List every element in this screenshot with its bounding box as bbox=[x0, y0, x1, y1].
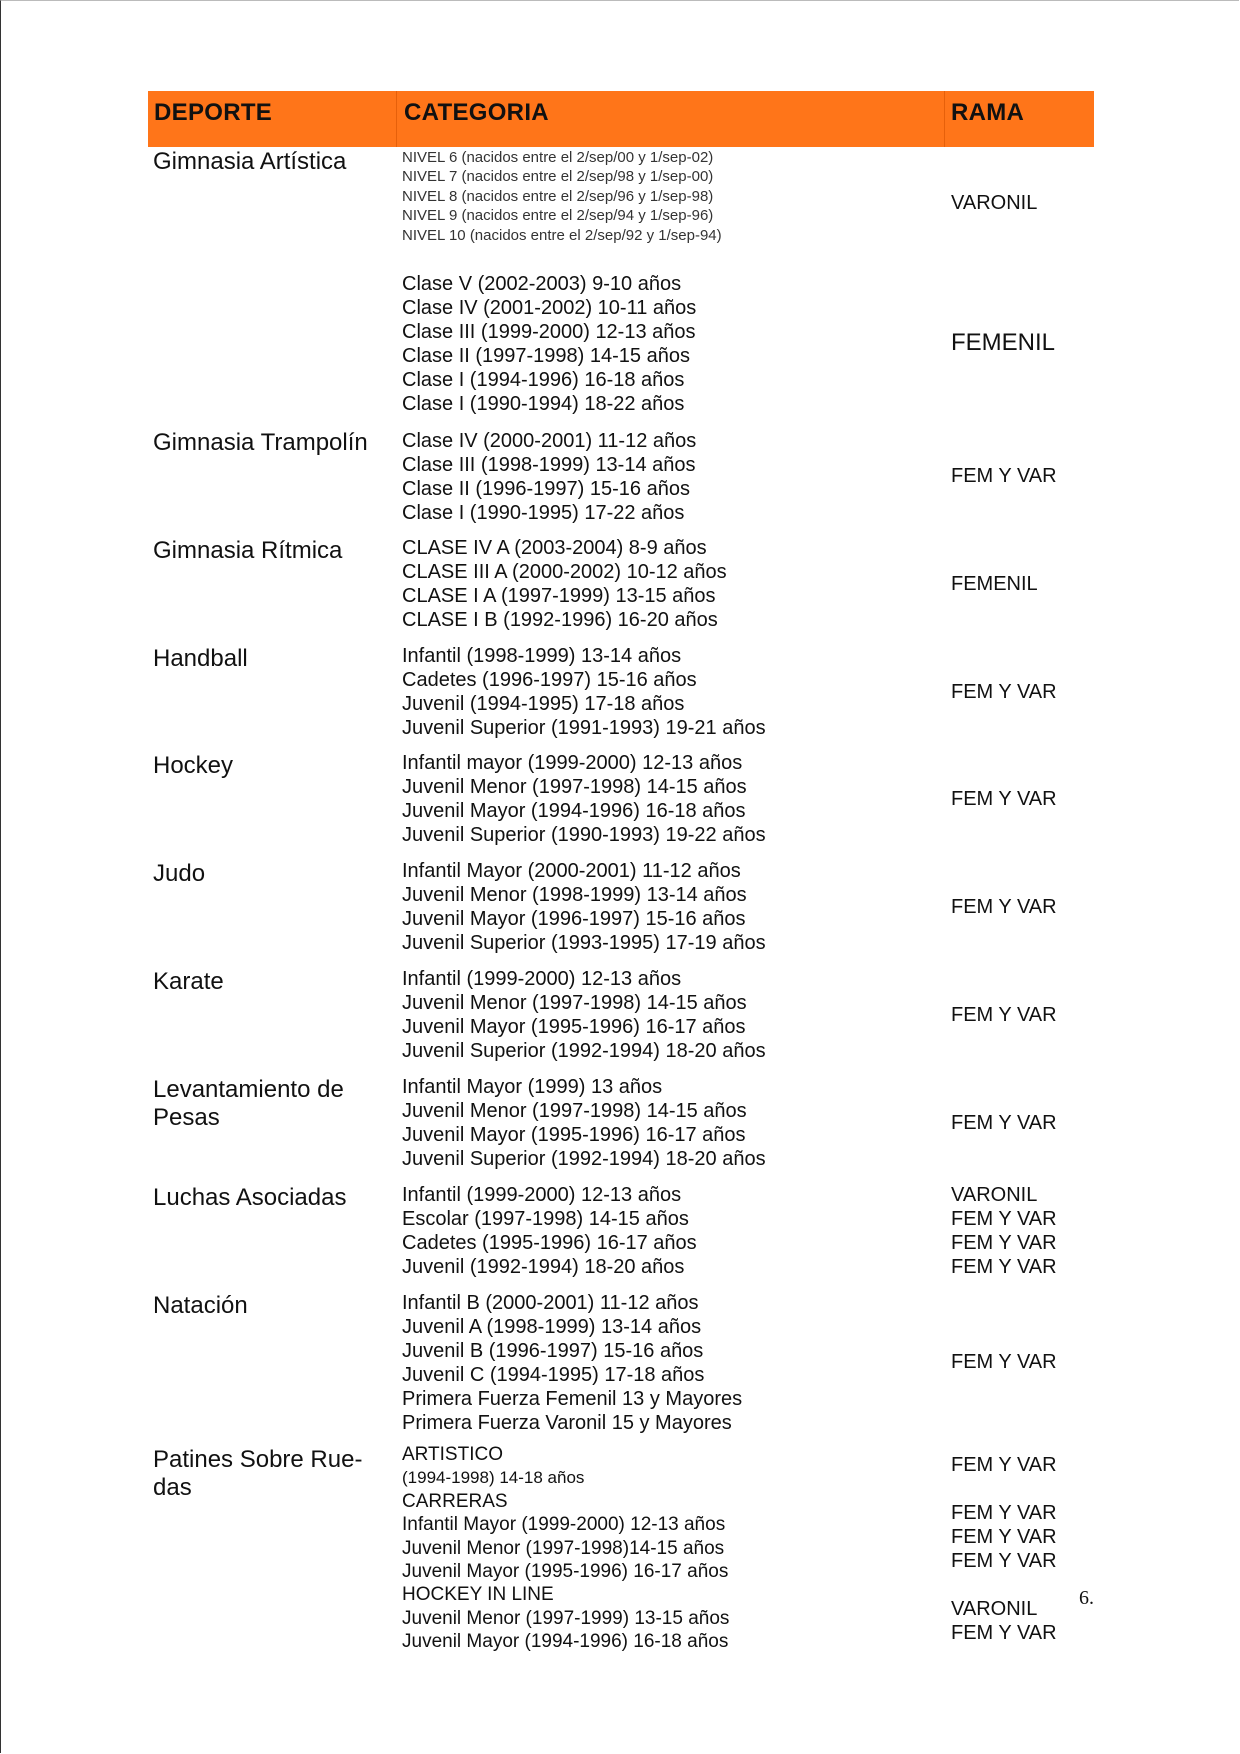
category-list bbox=[402, 429, 696, 525]
rama-line: FEM Y VAR bbox=[951, 1232, 1057, 1254]
category-line: Juvenil A (1998-1999) 13-14 años bbox=[402, 1316, 702, 1338]
category-line: Juvenil Mayor (1995-1996) 16-17 años bbox=[402, 1016, 746, 1038]
category-line: NIVEL 10 (nacidos entre el 2/sep/92 y 1/sep-94) bbox=[402, 226, 722, 244]
rama-value: FEMENIL bbox=[951, 573, 1038, 595]
sport-name: Natación bbox=[153, 1292, 248, 1319]
rama-value: FEM Y VAR bbox=[951, 1112, 1057, 1134]
category-line: Juvenil Superior (1990-1993) 19-22 años bbox=[402, 824, 766, 846]
category-line: Juvenil C (1994-1995) 17-18 años bbox=[402, 1364, 705, 1386]
category-line: Infantil mayor (1999-2000) 12-13 años bbox=[402, 752, 743, 774]
rama-line: VARONIL bbox=[951, 1598, 1038, 1620]
category-line: Clase II (1996-1997) 15-16 años bbox=[402, 478, 690, 500]
rama-line: FEM Y VAR bbox=[951, 1502, 1057, 1524]
category-list bbox=[402, 967, 766, 1063]
category-line: Infantil (1999-2000) 12-13 años bbox=[402, 1184, 682, 1206]
category-line: Clase IV (2001-2002) 10-11 años bbox=[402, 297, 697, 319]
rama-value: FEM Y VAR bbox=[951, 896, 1057, 918]
category-line: ARTISTICO bbox=[402, 1444, 503, 1465]
category-line: Clase V (2002-2003) 9-10 años bbox=[402, 273, 682, 295]
rama-value: FEM Y VAR bbox=[951, 1454, 1057, 1476]
category-line: CARRERAS bbox=[402, 1490, 508, 1512]
rama-value: FEM Y VAR bbox=[951, 1351, 1057, 1373]
sport-name: Hockey bbox=[153, 752, 234, 779]
category-line: Infantil (1998-1999) 13-14 años bbox=[402, 645, 682, 667]
category-list bbox=[402, 644, 766, 740]
category-line: Clase I (1990-1995) 17-22 años bbox=[402, 502, 685, 524]
category-line: CLASE IV A (2003-2004) 8-9 años bbox=[402, 537, 707, 559]
category-line: Juvenil Mayor (1994-1996) 16-18 años bbox=[402, 1631, 729, 1653]
header-rama: RAMA bbox=[951, 99, 1025, 126]
sport-name: Gimnasia Artística bbox=[153, 148, 347, 175]
category-line: NIVEL 7 (nacidos entre el 2/sep/98 y 1/sep-00) bbox=[402, 168, 714, 186]
category-line: CLASE I A (1997-1999) 13-15 años bbox=[402, 585, 716, 607]
category-list bbox=[402, 1075, 766, 1171]
sport-name: Gimnasia Rítmica bbox=[153, 537, 343, 564]
sport-name: Judo bbox=[153, 860, 206, 887]
category-line: Juvenil Menor (1997-1998) 14-15 años bbox=[402, 1100, 747, 1122]
rama-value: FEM Y VAR bbox=[951, 681, 1057, 703]
category-line: NIVEL 9 (nacidos entre el 2/sep/94 y 1/sep-96) bbox=[402, 207, 714, 225]
category-line: Juvenil (1992-1994) 18-20 años bbox=[402, 1256, 685, 1278]
category-line: CLASE I B (1992-1996) 16-20 años bbox=[402, 609, 718, 631]
sport-name: Luchas Asociadas bbox=[153, 1184, 347, 1211]
category-line: Escolar (1997-1998) 14-15 años bbox=[402, 1208, 689, 1230]
category-line: Juvenil Menor (1997-1998)14-15 años bbox=[402, 1537, 725, 1559]
category-line: Juvenil Mayor (1994-1996) 16-18 años bbox=[402, 800, 746, 822]
category-line: Juvenil Mayor (1995-1996) 16-17 años bbox=[402, 1124, 746, 1146]
rama-value: FEM Y VAR bbox=[951, 1004, 1057, 1026]
category-list bbox=[402, 751, 766, 847]
sport-name: Levantamiento de Pesas bbox=[153, 1076, 344, 1131]
category-line: Clase I (1990-1994) 18-22 años bbox=[402, 393, 685, 415]
category-line: Juvenil Superior (1993-1995) 17-19 años bbox=[402, 932, 766, 954]
category-line: Juvenil Menor (1997-1999) 13-15 años bbox=[402, 1607, 730, 1629]
rama-list bbox=[951, 1501, 1057, 1573]
category-line: Clase I (1994-1996) 16-18 años bbox=[402, 369, 685, 391]
category-line: Primera Fuerza Femenil 13 y Mayores bbox=[402, 1388, 743, 1410]
rama-list bbox=[951, 1183, 1057, 1279]
rama-line: FEM Y VAR bbox=[951, 1622, 1057, 1644]
category-line: NIVEL 6 (nacidos entre el 2/sep/00 y 1/sep-02) bbox=[402, 149, 714, 166]
category-line: Juvenil Superior (1992-1994) 18-20 años bbox=[402, 1148, 766, 1170]
page-number: 6. bbox=[1079, 1587, 1094, 1609]
category-line: HOCKEY IN LINE bbox=[402, 1584, 554, 1606]
category-line: Juvenil Menor (1997-1998) 14-15 años bbox=[402, 776, 747, 798]
category-line: Juvenil Mayor (1996-1997) 15-16 años bbox=[402, 908, 746, 930]
category-line: Infantil Mayor (2000-2001) 11-12 años bbox=[402, 860, 741, 882]
category-line: Infantil (1999-2000) 12-13 años bbox=[402, 968, 682, 990]
category-line: Clase III (1998-1999) 13-14 años bbox=[402, 454, 696, 476]
header-divider bbox=[944, 91, 945, 147]
rama-value: FEM Y VAR bbox=[951, 465, 1057, 487]
category-list bbox=[402, 272, 696, 416]
sport-name: Gimnasia Trampolín bbox=[153, 429, 368, 456]
rama-value: FEM Y VAR bbox=[951, 788, 1057, 810]
category-line: Infantil Mayor (1999) 13 años bbox=[402, 1076, 663, 1098]
category-list bbox=[402, 1443, 729, 1654]
category-line: Juvenil Menor (1997-1998) 14-15 años bbox=[402, 992, 747, 1014]
rama-value: VARONIL bbox=[951, 192, 1038, 214]
category-list bbox=[402, 536, 727, 632]
rama-line: VARONIL bbox=[951, 1184, 1038, 1206]
rama-list bbox=[951, 1597, 1057, 1645]
category-line: Cadetes (1995-1996) 16-17 años bbox=[402, 1232, 697, 1254]
category-line: Juvenil B (1996-1997) 15-16 años bbox=[402, 1340, 704, 1362]
category-list bbox=[402, 1183, 697, 1279]
header-categoria: CATEGORIA bbox=[404, 99, 549, 126]
rama-line: FEM Y VAR bbox=[951, 1256, 1057, 1278]
category-line: Juvenil (1994-1995) 17-18 años bbox=[402, 693, 685, 715]
rama-line: FEM Y VAR bbox=[951, 1526, 1057, 1548]
sport-name: Karate bbox=[153, 968, 224, 995]
category-line: NIVEL 8 (nacidos entre el 2/sep/96 y 1/sep-98) bbox=[402, 187, 714, 205]
sport-name: Handball bbox=[153, 645, 248, 672]
category-line: Cadetes (1996-1997) 15-16 años bbox=[402, 669, 697, 691]
sport-name: Patines Sobre Rue-das bbox=[153, 1446, 363, 1501]
category-list bbox=[402, 859, 766, 955]
category-line: Infantil B (2000-2001) 11-12 años bbox=[402, 1292, 699, 1314]
category-line: CLASE III A (2000-2002) 10-12 años bbox=[402, 561, 727, 583]
category-list bbox=[402, 1291, 742, 1435]
category-line: Clase III (1999-2000) 12-13 años bbox=[402, 321, 696, 343]
category-line: Primera Fuerza Varonil 15 y Mayores bbox=[402, 1412, 732, 1434]
category-list bbox=[402, 148, 722, 245]
rama-line: FEM Y VAR bbox=[951, 1208, 1057, 1230]
category-line: Juvenil Menor (1998-1999) 13-14 años bbox=[402, 884, 747, 906]
category-line: Infantil Mayor (1999-2000) 12-13 años bbox=[402, 1514, 726, 1536]
category-line: (1994-1998) 14-18 años bbox=[402, 1468, 585, 1488]
header-deporte: DEPORTE bbox=[154, 99, 273, 126]
header-divider bbox=[396, 91, 397, 147]
category-line: Juvenil Superior (1991-1993) 19-21 años bbox=[402, 717, 766, 739]
category-line: Clase II (1997-1998) 14-15 años bbox=[402, 345, 690, 367]
category-line: Juvenil Mayor (1995-1996) 16-17 años bbox=[402, 1561, 729, 1583]
rama-value: FEMENIL bbox=[951, 329, 1056, 356]
category-line: Clase IV (2000-2001) 11-12 años bbox=[402, 430, 697, 452]
category-line: Juvenil Superior (1992-1994) 18-20 años bbox=[402, 1040, 766, 1062]
rama-line: FEM Y VAR bbox=[951, 1550, 1057, 1572]
